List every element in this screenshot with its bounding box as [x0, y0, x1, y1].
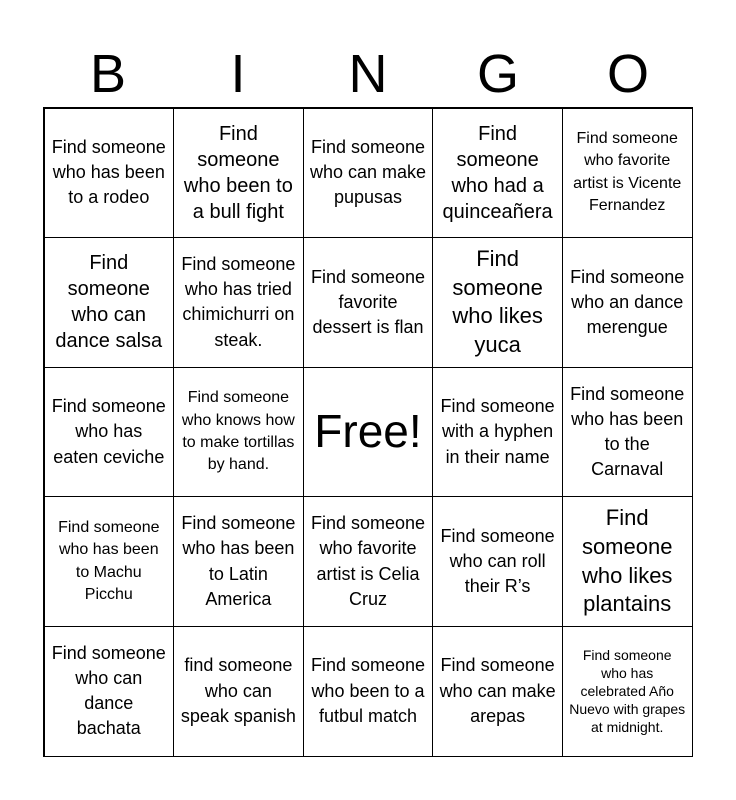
bingo-cell[interactable]: Find someone who favorite artist is Celia Cruz: [303, 496, 434, 627]
bingo-cell[interactable]: Find someone who can roll their R’s: [432, 496, 563, 627]
header-letter-i: I: [230, 44, 246, 104]
bingo-cell[interactable]: Find someone who has been to Machu Picchu: [44, 496, 175, 627]
bingo-cell[interactable]: Find someone who can make arepas: [432, 626, 563, 757]
header-letter-g: G: [476, 44, 519, 104]
bingo-cell[interactable]: Find someone who can dance bachata: [44, 626, 175, 757]
header-letter-b: B: [89, 44, 127, 104]
bingo-cell[interactable]: Find someone with a hyphen in their name: [432, 367, 563, 498]
bingo-cell[interactable]: Find someone who can make pupusas: [303, 108, 434, 239]
bingo-cell[interactable]: Find someone who has been to a rodeo: [44, 108, 175, 239]
bingo-cell[interactable]: Find someone who has celebrated Año Nuevo with grapes at midnight.: [562, 626, 693, 757]
bingo-cell[interactable]: Find someone who likes plantains: [562, 496, 693, 627]
bingo-cell[interactable]: Find someone who has eaten ceviche: [44, 367, 175, 498]
header-letter-n: N: [348, 44, 388, 104]
bingo-cell[interactable]: Find someone who been to a bull fight: [173, 108, 304, 239]
bingo-cell[interactable]: Find someone who likes yuca: [432, 237, 563, 368]
bingo-cell[interactable]: find someone who can speak spanish: [173, 626, 304, 757]
bingo-cell[interactable]: Find someone who knows how to make tortillas by hand.: [173, 367, 304, 498]
free-space[interactable]: Free!: [303, 367, 434, 498]
bingo-cell[interactable]: Find someone who has been to Latin America: [173, 496, 304, 627]
bingo-cell[interactable]: Find someone who can dance salsa: [44, 237, 175, 368]
bingo-cell[interactable]: Find someone who has tried chimichurri on steak.: [173, 237, 304, 368]
bingo-cell[interactable]: Find someone who been to a futbul match: [303, 626, 434, 757]
bingo-cell[interactable]: Find someone who an dance merengue: [562, 237, 693, 368]
bingo-cell[interactable]: Find someone who has been to the Carnaval: [562, 367, 693, 498]
bingo-board: [43, 107, 693, 757]
bingo-cell[interactable]: Find someone who had a quinceañera: [432, 108, 563, 239]
bingo-cell[interactable]: Find someone favorite dessert is flan: [303, 237, 434, 368]
bingo-cell[interactable]: Find someone who favorite artist is Vicente Fernandez: [562, 108, 693, 239]
header-letter-o: O: [606, 44, 649, 104]
bingo-header: [43, 40, 693, 108]
